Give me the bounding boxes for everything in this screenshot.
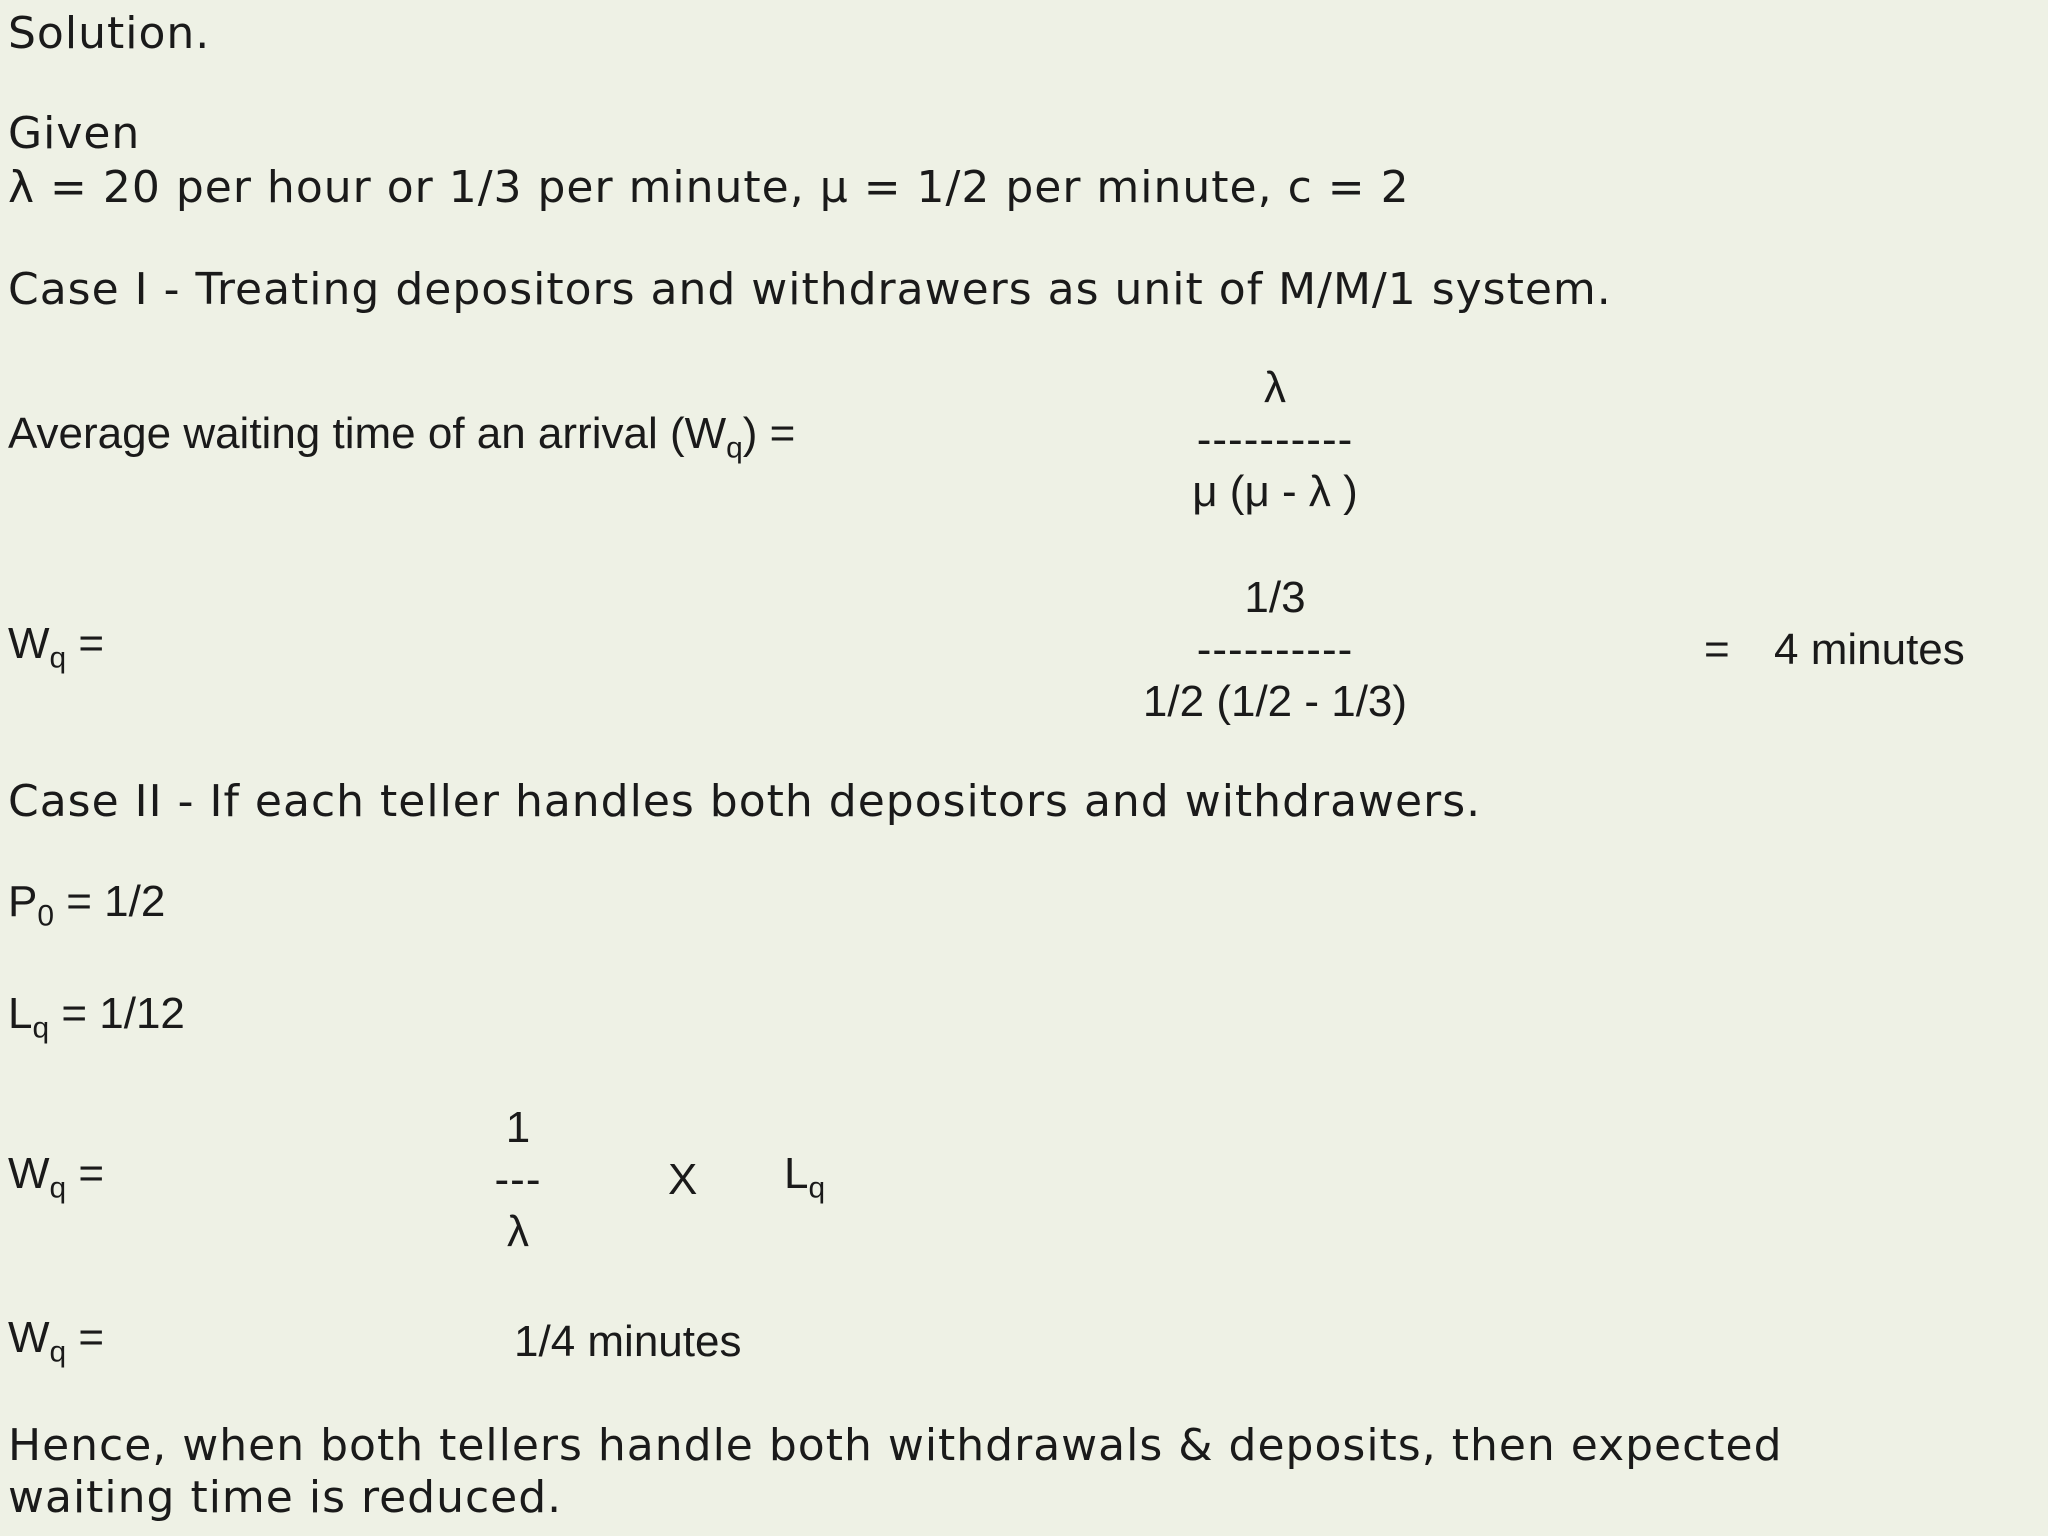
- given-label: Given: [8, 108, 141, 159]
- wq-formula-times: X: [668, 1155, 698, 1204]
- case1-formula-denominator: μ (μ - λ ): [1192, 467, 1358, 516]
- case1-calc-equals: =: [1704, 625, 1730, 674]
- wq-formula-fraction-bar: ---: [494, 1155, 542, 1204]
- wq-result-lhs: $W_q$ =: [8, 1313, 105, 1369]
- wq-formula-lq: $L_q$: [784, 1149, 826, 1205]
- case1-title: Case I - Treating depositors and withdrawers as unit of M/M/1 system.: [8, 264, 1612, 315]
- case2-title: Case II - If each teller handles both depositors and withdrawers.: [8, 776, 1482, 827]
- case1-calc-result: 4 minutes: [1774, 625, 1965, 674]
- p0-equation: $P_0 = 1/2$: [8, 877, 166, 933]
- conclusion-line-2: waiting time is reduced.: [8, 1472, 563, 1523]
- lq-equation: $L_q = 1/12$: [8, 989, 185, 1045]
- conclusion-line-1: Hence, when both tellers handle both withdrawals & deposits, then expected: [8, 1420, 1783, 1471]
- wq-result-value: 1/4 minutes: [514, 1317, 742, 1366]
- case1-calc-denominator: 1/2 (1/2 - 1/3): [1142, 677, 1408, 726]
- wq-formula-numerator: 1: [505, 1103, 531, 1152]
- case1-formula-label: Average waiting time of an arrival $(W_q)$ =: [8, 409, 796, 465]
- case1-calc-lhs: $W_q$ =: [8, 619, 105, 675]
- wq-formula-denominator: λ: [507, 1207, 529, 1256]
- case1-formula-fraction-bar: ----------: [1196, 415, 1354, 464]
- case1-calc-numerator: 1/3: [1244, 573, 1306, 622]
- wq-formula-lhs: $W_q$ =: [8, 1149, 105, 1205]
- case1-calc-fraction-bar: ----------: [1196, 625, 1354, 674]
- given-parameters: λ = 20 per hour or 1/3 per minute, μ = 1/2 per minute, c = 2: [8, 162, 1410, 213]
- solution-heading: Solution.: [8, 8, 211, 59]
- case1-formula-numerator: λ: [1264, 363, 1286, 412]
